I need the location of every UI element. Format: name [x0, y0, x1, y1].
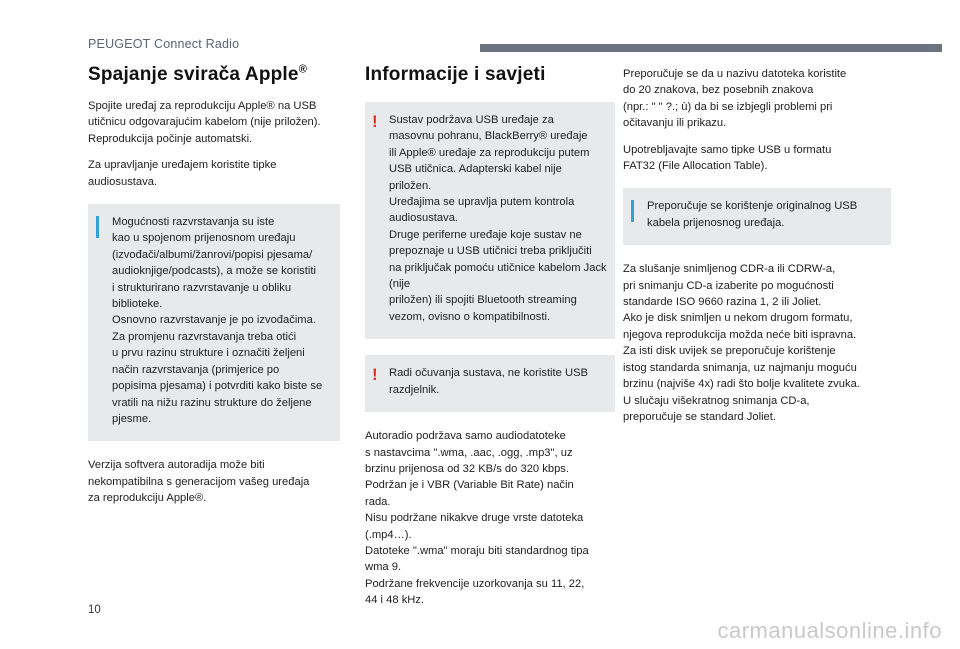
- note-text: Mogućnosti razvrstavanja su iste kao u spojenom prijenosnom uređaju (izvođači/albumi/žanrovi/popisi pjesama/ audioknjige/podcasts), a može se koristiti i strukturirano razvrstavanje u obliku biblioteke. Osnovno razvrstavanje je po izvođačima. Za promjenu razvrstavanja treba otići u prvu razinu strukture i označiti željeni način razvrstavanja (primjerice po popisima pjesama) i potvrditi kako biste se vratili na nižu razinu strukture do željene pjesme.: [112, 216, 323, 425]
- paragraph-audio-formats: Autoradio podržava samo audiodatoteke s nastavcima ".wma, .aac, .ogg, .mp3", uz brzinu prijenosa od 32 KB/s do 320 kbps. Podržan je i VBR (Variable Bit Rate) način rada. Nisu podržane nikakve druge vrste datoteka (.mp4…). Datoteke ".wma" moraju biti standardnog tipa wma 9. Podržane frekvencije uzorkovanja su 11, 22, 44 i 48 kHz.: [365, 430, 589, 607]
- header-bar: [480, 44, 942, 52]
- heading-text: Spajanje svirača Apple: [88, 64, 299, 85]
- paragraph-apple-connect: Spojite uređaj za reprodukciju Apple® na USB utičnicu odgovarajućim kabelom (nije priložen). Reprodukcija počinje automatski.: [88, 100, 321, 145]
- heading-superscript: ®: [298, 63, 307, 76]
- column-right: [623, 66, 891, 435]
- note-text: Preporučuje se korištenje originalnog USB kabela prijenosnog uređaja.: [647, 200, 858, 229]
- page-number: 10: [88, 604, 101, 616]
- paragraph-cd-recording: Za slušanje snimljenog CDR-a ili CDRW-a, pri snimanju CD-a izaberite po mogućnosti standarde ISO 9660 razina 1, 2 ili Joliet. Ako je disk snimljen u nekom drugom formatu, njegova reprodukcija možda neće biti ispravna. Za isti disk uvijek se preporučuje korištenje istog standarda snimanja, uz najmanju moguću brzinu (najviše 4x) radi što bolje kvalitete zvuka. U slučaju višekratnog snimanja CD-a, preporučuje se standard Joliet.: [623, 263, 860, 423]
- info-note-sorting: [88, 204, 340, 441]
- watermark: carmanualsonline.info: [717, 618, 942, 643]
- header-title: PEUGEOT Connect Radio: [88, 37, 240, 51]
- paragraph-software-version: Verzija softvera autoradija može biti nekompatibilna s generacijom vašeg uređaja za reprodukciju Apple®.: [88, 459, 310, 505]
- info-note-original-cable: [623, 188, 891, 245]
- column-middle: [365, 62, 615, 619]
- paragraph-apple-control: Za upravljanje uređajem koristite tipke audiosustava.: [88, 159, 277, 188]
- info-icon: [631, 200, 634, 222]
- section-heading-apple: [88, 62, 340, 88]
- column-left: [88, 62, 340, 517]
- paragraph-file-names: Preporučuje se da u nazivu datoteka koristite do 20 znakova, bez posebnih znakova (npr.: " " ?.; ù) da bi se izbjegli problemi pri očitavanju ili prikazu.: [623, 68, 847, 130]
- info-icon: [96, 216, 99, 238]
- warning-note-usb-devices: [365, 102, 615, 339]
- section-heading-info: Informacije i savjeti: [365, 64, 546, 85]
- note-text: Sustav podržava USB uređaje za masovnu pohranu, BlackBerry® uređaje ili Apple® uređaje za reprodukciju putem USB utičnica. Adapterski kabel nije priložen. Uređajima se upravlja putem kontrola audiosustava. Druge periferne uređaje koje sustav ne prepoznaje u USB utičnici treba priključiti na priključak pomoću utičnice kabelom Jack (nije priložen) ili spojiti Bluetooth streaming vezom, ovisno o kompatibilnosti.: [389, 114, 607, 323]
- warning-icon: !: [372, 112, 378, 131]
- paragraph-fat32: Upotrebljavajte samo tipke USB u formatu FAT32 (File Allocation Table).: [623, 143, 832, 173]
- warning-icon: !: [372, 365, 378, 385]
- note-text: Radi očuvanja sustava, ne koristite USB razdjelnik.: [389, 367, 588, 396]
- warning-note-usb-hub: [365, 355, 615, 412]
